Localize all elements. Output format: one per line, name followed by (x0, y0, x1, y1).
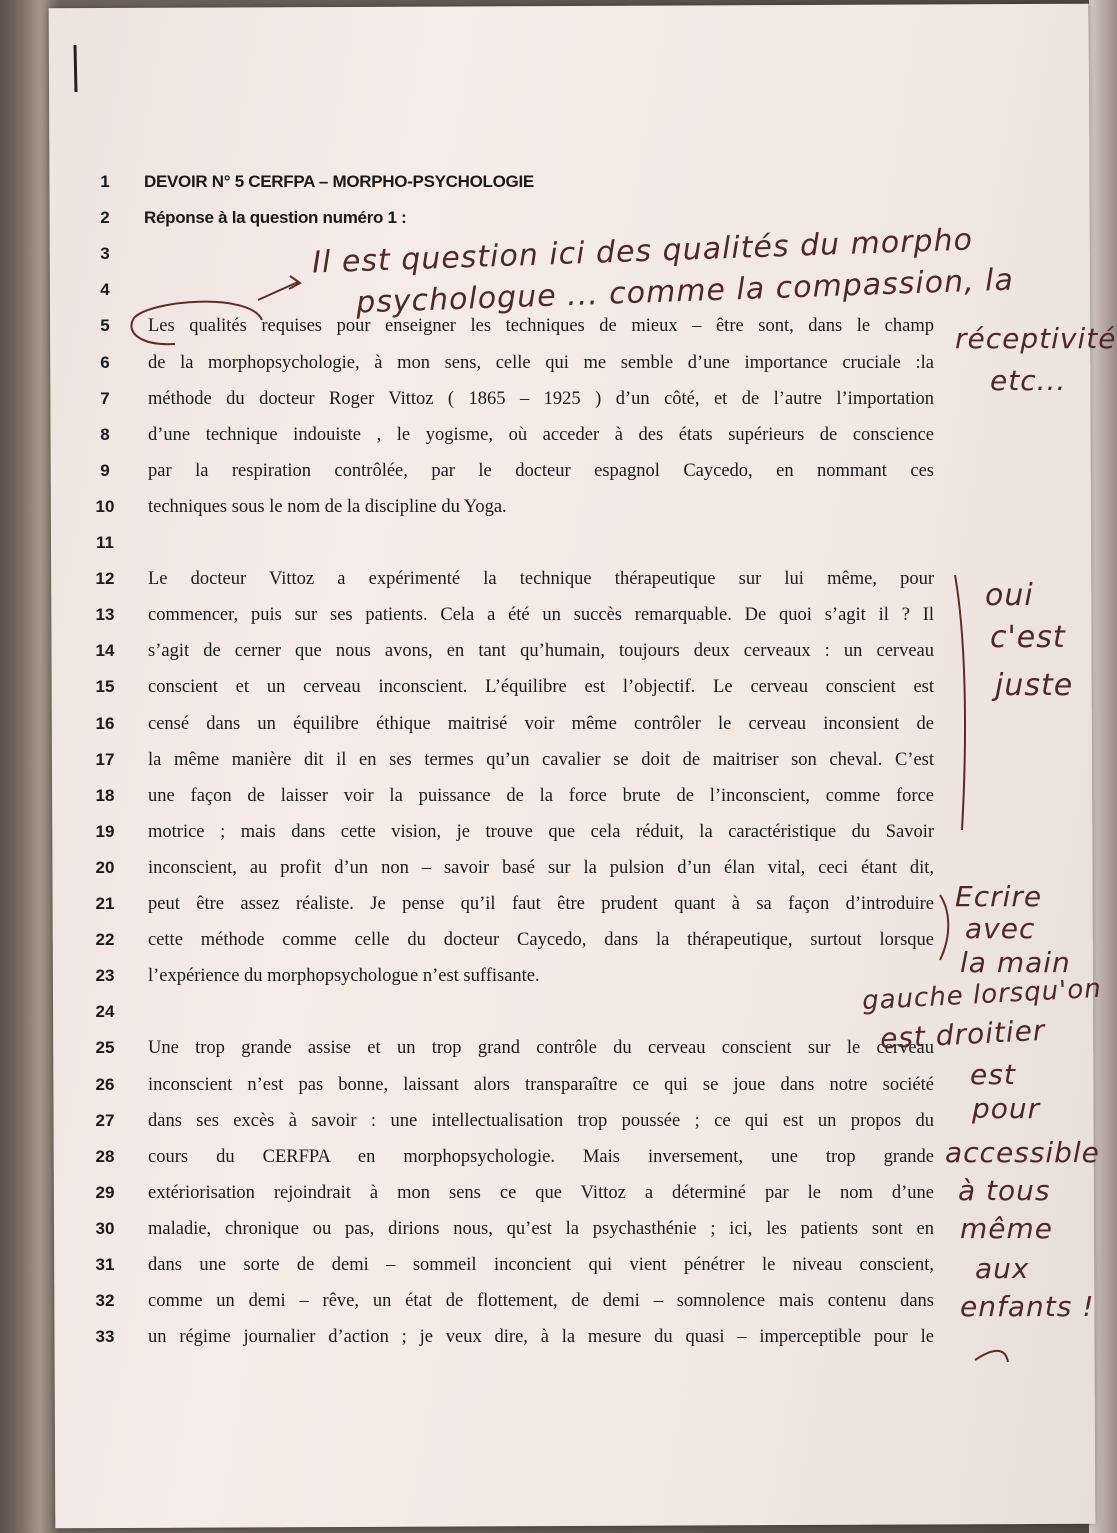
annotation-side1-line2: c'est (990, 620, 1066, 655)
line-text: inconscient, au profit d’un non – savoir basé sur la pulsion d’un élan vital, ceci étant dit, (148, 857, 934, 878)
line-text: comme un demi – rêve, un état de flottement, de demi – somnolence mais contenu dans (148, 1291, 934, 1312)
line-number: 26 (95, 1074, 115, 1094)
annotation-side2-line9: à tous (958, 1174, 1051, 1207)
line-number: 3 (100, 244, 110, 264)
line-text: l’expérience du morphopsychologue n’est suffisante. (148, 966, 540, 987)
line-text: motrice ; mais dans cette vision, je trouve que cela réduit, la caractéristique du Savoir (148, 821, 934, 842)
line-number: 14 (95, 641, 115, 661)
annotation-side2-line11: aux (975, 1252, 1030, 1285)
line-text: DEVOIR N° 5 CERFPA – MORPHO-PSYCHOLOGIE (144, 172, 534, 191)
line-text: dans ses excès à savoir : une intellectualisation trop poussée ; ce qui est un propos du (148, 1110, 934, 1131)
line-text: une façon de laisser voir la puissance de la force brute de l’inconscient, comme force (148, 785, 934, 806)
line-number: 32 (95, 1291, 115, 1311)
line-text: conscient et un cerveau inconscient. L’équilibre est l’objectif. Le cerveau conscient est (148, 677, 934, 698)
annotation-side2-line6: est (970, 1058, 1016, 1091)
annotation-side2-line12: enfants ! (960, 1290, 1095, 1323)
line-text: la même manière dit il en ses termes qu’un cavalier se doit de maitriser son cheval. C’est (148, 749, 934, 770)
line-number: 27 (95, 1110, 115, 1130)
line-number: 5 (100, 316, 110, 336)
line-text: commencer, puis sur ses patients. Cela a été un succès remarquable. De quoi s’agit il ? Il (148, 605, 934, 626)
line-text: Les qualités requises pour enseigner les techniques de mieux – être sont, dans le champ (148, 316, 934, 337)
line-text: peut être assez réaliste. Je pense qu’il faut être prudent quant à sa façon d’introduire (148, 894, 934, 914)
line-number: 22 (95, 930, 115, 950)
line-number: 10 (95, 496, 115, 516)
line-text: un régime journalier d’action ; je veux dire, à la mesure du quasi – imperceptible pour le (148, 1327, 934, 1348)
line-text: extériorisation rejoindrait à mon sens ce que Vittoz a déterminé par le nom d’une (148, 1182, 934, 1203)
line-text: maladie, chronique ou pas, dirions nous, qu’est la psychasthénie ; ici, les patients sont en (148, 1218, 934, 1239)
line-number: 19 (95, 821, 115, 841)
line-number: 15 (95, 677, 115, 697)
line-number: 31 (95, 1255, 115, 1274)
line-text: par la respiration contrôlée, par le docteur espagnol Caycedo, en nommant ces (148, 460, 934, 481)
document-page: ﾠ (49, 4, 1096, 1529)
line-text: Une trop grande assise et un trop grand contrôle du cerveau conscient sur le cerveau (148, 1038, 934, 1059)
line-number: 23 (95, 966, 115, 986)
annotation-side2-line5: est droitier (879, 1013, 1047, 1056)
line-number: 28 (95, 1146, 115, 1166)
line-text: méthode du docteur Roger Vittoz ( 1865 – 1925 ) d’un côté, et de l’autre l’importation (148, 388, 934, 409)
line-number: 30 (95, 1218, 115, 1238)
annotation-side2-line10: même (960, 1212, 1054, 1245)
line-text: techniques sous le nom de la discipline du Yoga. (148, 496, 507, 517)
line-number: 8 (100, 424, 110, 444)
annotation-side1-line1: oui (985, 578, 1034, 613)
line-text: d’une technique indouiste , le yogisme, où acceder à des états supérieurs de conscience (148, 424, 934, 445)
line-number: 18 (95, 785, 115, 805)
line-number: 1 (100, 172, 110, 191)
line-number: 9 (100, 460, 110, 480)
line-text: Réponse à la question numéro 1 : (144, 208, 407, 228)
line-number: 13 (95, 605, 115, 625)
line-number: 4 (100, 280, 110, 300)
annotation-side2-line8: accessible (945, 1136, 1100, 1169)
line-number: 17 (95, 749, 115, 769)
line-text: inconscient n’est pas bonne, laissant alors transparaître ce qui se joue dans notre société (148, 1074, 934, 1095)
annotation-top-line2: psychologue ... comme la compassion, la (355, 262, 1015, 321)
line-number: 6 (100, 352, 110, 372)
line-text: dans une sorte de demi – sommeil inconcient qui vient pénétrer le niveau conscient, (148, 1255, 934, 1275)
line-number: 25 (95, 1038, 115, 1058)
line-text: cours du CERFPA en morphopsychologie. Mais inversement, une trop grande (148, 1146, 934, 1167)
line-number: 29 (95, 1182, 115, 1202)
line-number: 12 (95, 569, 115, 589)
line-text: de la morphopsychologie, à mon sens, celle qui me semble d’une importance cruciale :la (148, 352, 934, 373)
line-number: 2 (100, 208, 110, 228)
annotation-side2-line7: pour (972, 1092, 1041, 1125)
line-text: censé dans un équilibre éthique maitrisé voir même contrôler le cerveau inconsient de (148, 713, 934, 734)
annotation-side2-line2: avec (965, 912, 1036, 945)
annotation-side2-line3: la main (960, 946, 1071, 979)
annotation-side2-line4: gauche lorsqu'on (861, 973, 1103, 1017)
annotation-side1-line3: juste (995, 668, 1074, 703)
line-number: 11 (96, 533, 114, 552)
annotation-top-line4: etc... (990, 364, 1067, 397)
annotation-side2-line1: Ecrire (955, 880, 1043, 913)
line-number: 20 (95, 857, 115, 877)
line-number: 16 (95, 713, 115, 733)
line-number: 7 (100, 388, 110, 408)
annotation-top-line1: Il est question ici des qualités du morpho (311, 222, 974, 281)
line-text: Le docteur Vittoz a expérimenté la technique thérapeutique sur lui même, pour (148, 569, 934, 590)
line-number: 33 (95, 1327, 115, 1347)
line-text: s’agit de cerner que nous avons, en tant qu’humain, toujours deux cerveaux : un cerveau (148, 641, 934, 662)
annotation-top-line3: réceptivité (955, 322, 1117, 355)
line-number: 21 (95, 894, 115, 913)
line-text: cette méthode comme celle du docteur Caycedo, dans la thérapeutique, surtout lorsque (148, 930, 934, 951)
line-number: 24 (95, 1002, 115, 1022)
